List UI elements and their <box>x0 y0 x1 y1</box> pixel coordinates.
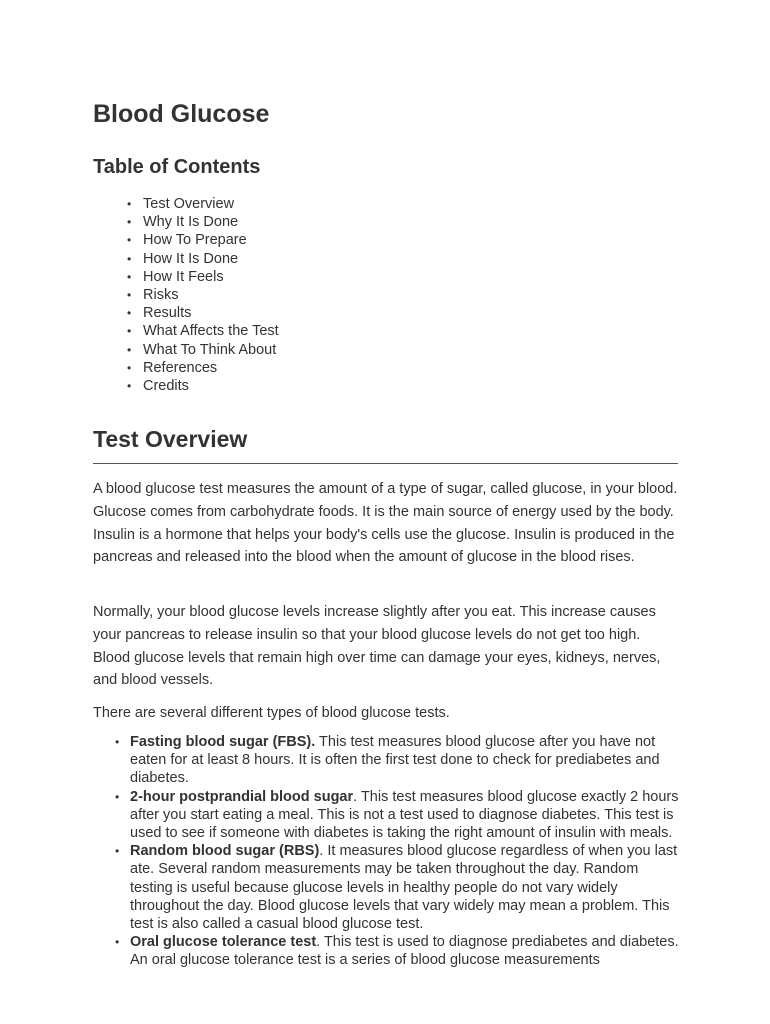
list-item <box>93 733 683 788</box>
toc-link-how-it-feels[interactable]: How It Feels <box>143 268 224 285</box>
toc-item[interactable] <box>93 304 279 322</box>
paragraph: A blood glucose test measures the amount of a type of sugar, called glucose, in your blood. Glucose comes from carbohydrate foods. It is the main source of energy used by the body. Insulin is a hormone that helps your body's cells use the glucose. Insulin is produced in the pancreas and released into the blood when the amount of glucose in the blood rises. <box>93 481 678 566</box>
table-of-contents <box>93 195 279 395</box>
page-title: Blood Glucose <box>93 100 270 128</box>
toc-item[interactable] <box>93 377 279 395</box>
test-name: Random blood sugar (RBS) <box>130 843 320 860</box>
toc-item[interactable] <box>93 268 279 286</box>
paragraph: Normally, your blood glucose levels increase slightly after you eat. This increase causes your pancreas to release insulin so that your blood glucose levels do not get too high. Blood glucose levels that remain high over time can damage your eyes, kidneys, nerves, and blood vessels. <box>93 604 661 689</box>
toc-item[interactable] <box>93 195 279 213</box>
toc-link-how-to-prepare[interactable]: How To Prepare <box>143 232 247 249</box>
toc-link-references[interactable]: References <box>143 359 218 376</box>
toc-link-why-it-is-done[interactable]: Why It Is Done <box>143 214 239 231</box>
section-heading: Test Overview <box>93 426 248 452</box>
toc-item[interactable] <box>93 286 279 304</box>
toc-item[interactable] <box>93 250 279 268</box>
test-name: Oral glucose tolerance test <box>130 934 317 951</box>
toc-item[interactable] <box>93 341 279 359</box>
toc-link-test-overview[interactable]: Test Overview <box>143 196 235 212</box>
toc-link-credits[interactable]: Credits <box>143 378 189 395</box>
list-item <box>93 842 683 933</box>
toc-link-how-it-is-done[interactable]: How It Is Done <box>143 250 239 267</box>
toc-heading: Table of Contents <box>93 156 261 178</box>
test-name: 2-hour postprandial blood sugar <box>130 788 354 805</box>
test-name: Fasting blood sugar (FBS). <box>130 734 316 750</box>
section-divider <box>93 463 678 464</box>
toc-link-what-affects-the-test[interactable]: What Affects the Test <box>143 323 279 340</box>
toc-link-risks[interactable]: Risks <box>143 287 179 304</box>
toc-link-what-to-think-about[interactable]: What To Think About <box>143 341 277 358</box>
list-item <box>93 788 683 843</box>
toc-item[interactable] <box>93 213 279 231</box>
toc-item[interactable] <box>93 359 279 377</box>
test-description: . It measures blood glucose regardless of when you last ate. Several random measurements may be taken throughout the day. Random testing is useful because glucose levels in healthy people do not vary widely throughout the day. Blood glucose levels that vary widely may mean a problem. This test is also called a casual blood glucose test. <box>130 843 678 933</box>
paragraph: There are several different types of blood glucose tests. <box>93 705 450 721</box>
test-types-list <box>93 733 683 970</box>
toc-link-results[interactable]: Results <box>143 305 192 322</box>
toc-item[interactable] <box>93 231 279 249</box>
test-description: . This test is used to diagnose prediabetes and diabetes. An oral glucose tolerance test is a series of blood glucose measurements <box>130 934 679 969</box>
toc-item[interactable] <box>93 322 279 340</box>
test-description: . This test measures blood glucose exactly 2 hours after you start eating a meal. This is not a test used to diagnose diabetes. This test is used to see if someone with diabetes is taking the right amount of insulin with meals. <box>130 788 679 842</box>
list-item <box>93 933 683 969</box>
test-description: This test measures blood glucose after you have not eaten for at least 8 hours. It is often the first test done to check for prediabetes and diabetes. <box>130 734 660 787</box>
